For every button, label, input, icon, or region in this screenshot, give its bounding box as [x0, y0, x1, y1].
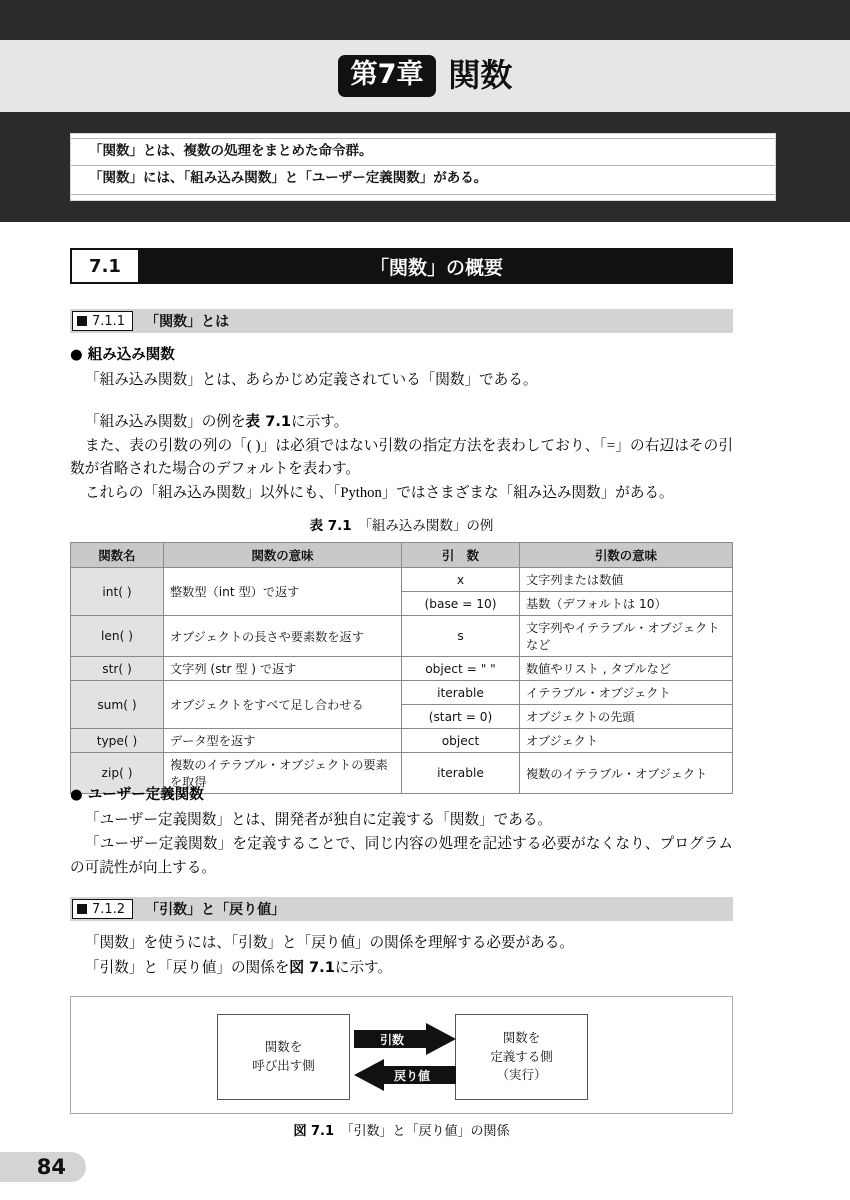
cell-argument-meaning: 文字列やイテラブル・オブジェクトなど: [520, 616, 733, 657]
table-head: [71, 543, 733, 568]
builtin-bullet-heading: ● 組み込み関数: [70, 347, 175, 363]
cell-argument-meaning: オブジェクト: [520, 729, 733, 753]
subsection-number: 7.1.1: [92, 313, 126, 329]
top-dark-band: [0, 0, 850, 40]
subsection-title: 「関数」とは: [145, 314, 230, 330]
userdef-function-block: [70, 784, 733, 880]
figure-node-caller: [217, 1014, 350, 1100]
builtin-functions-table: [70, 542, 733, 794]
table-row: [71, 657, 733, 681]
definition-line-1: 関数を: [502, 1030, 541, 1045]
subsection-title: 「引数」と「戻り値」: [145, 902, 286, 918]
cell-function-meaning: 複数のイテラブル・オブジェクトの要素を取得: [164, 753, 402, 794]
summary-line: 「関数」とは、複数の処理をまとめた命令群。: [71, 138, 775, 165]
cell-function-name: str( ): [71, 657, 164, 681]
arrow-arguments-label: 引数: [380, 1033, 405, 1047]
cell-argument: x: [402, 568, 520, 592]
caller-line-2: 呼び出す側: [252, 1059, 315, 1073]
table-caption-number: 表 7.1: [309, 518, 352, 534]
cell-function-meaning: オブジェクトの長さや要素数を返す: [164, 616, 402, 657]
subsection-number-box: [72, 899, 133, 919]
builtin-paragraph-2: [70, 410, 733, 435]
figure-node-definition: [455, 1014, 588, 1100]
builtin-paragraph-3: また、表の引数の列の「( )」は必須ではない引数の指定方法を表わしており、「=」の右辺はその引数が省略された場合のデフォルトを表わす。: [70, 437, 733, 478]
chapter-number-badge: 第7章: [338, 55, 437, 96]
summary-bottom-rule: [71, 194, 775, 195]
chapter-title-text: 関数: [448, 56, 513, 95]
p2-post: に示す。: [291, 414, 349, 430]
cell-argument: iterable: [402, 681, 520, 705]
table-row: [71, 616, 733, 657]
cell-function-name: type( ): [71, 729, 164, 753]
figure-caption: [70, 1120, 733, 1139]
cell-function-meaning: 整数型（int 型）で返す: [164, 568, 402, 616]
cell-function-meaning: 文字列 (str 型 ) で返す: [164, 657, 402, 681]
table-row: [71, 681, 733, 705]
chapter-summary-lines: [71, 134, 775, 195]
cell-function-meaning: データ型を返す: [164, 729, 402, 753]
figure-7-1: [70, 996, 733, 1114]
figure-caption-text: 「引数」と「戻り値」の関係: [340, 1123, 510, 1138]
cell-function-name: int( ): [71, 568, 164, 616]
userdef-paragraph-2: 「ユーザー定義関数」を定義することで、同じ内容の処理を記述する必要がなくなり、プログラムの可読性が向上する。: [70, 836, 733, 876]
subsection-header-711: [70, 309, 733, 333]
arrow-return-value-label: 戻り値: [394, 1069, 431, 1083]
cell-argument-meaning: オブジェクトの先頭: [520, 705, 733, 729]
arguments-return-block: [70, 932, 733, 980]
section-number: 7.1: [70, 248, 140, 284]
col-header-argument-meaning: 引数の意味: [520, 543, 733, 568]
arguments-paragraph-1: 「関数」を使うには、「引数」と「戻り値」の関係を理解する必要がある。: [85, 935, 574, 951]
table-caption-text: 「組み込み関数」の例: [358, 518, 494, 533]
subsection-header-712: [70, 897, 733, 921]
cell-function-name: zip( ): [71, 753, 164, 794]
cell-argument: object = " ": [402, 657, 520, 681]
subsection-number: 7.1.2: [92, 901, 126, 917]
p2-pre: 「組み込み関数」の例を: [85, 414, 246, 430]
cell-function-name: len( ): [71, 616, 164, 657]
fig-ref-pre: 「引数」と「戻り値」の関係を: [85, 959, 290, 976]
cell-argument: (start = 0): [402, 705, 520, 729]
cell-argument: iterable: [402, 753, 520, 794]
caller-line-1: 関数を: [264, 1040, 303, 1055]
summary-line: 「関数」には、「組み込み関数」と「ユーザー定義関数」がある。: [71, 165, 775, 192]
table-row: [71, 568, 733, 592]
arrow-return-value: [354, 1059, 456, 1091]
userdef-paragraph-1: 「ユーザー定義関数」とは、開発者が独自に定義する「関数」である。: [85, 812, 553, 829]
table-caption: [70, 514, 733, 534]
table-ref: 表 7.1: [245, 413, 292, 430]
col-header-argument: 引 数: [402, 543, 520, 568]
userdef-bullet-heading: ● ユーザー定義関数: [70, 787, 204, 803]
cell-argument: (base = 10): [402, 592, 520, 616]
col-header-function-meaning: 関数の意味: [164, 543, 402, 568]
cell-argument: object: [402, 729, 520, 753]
figure-caption-number: 図 7.1: [293, 1124, 335, 1139]
chapter-summary-box: [70, 133, 776, 201]
cell-argument-meaning: 文字列または数値: [520, 568, 733, 592]
section-title: 「関数」の概要: [140, 248, 733, 284]
fig-ref-post: に示す。: [334, 959, 393, 976]
arguments-paragraph-2: [70, 956, 733, 981]
cell-argument-meaning: 数値やリスト , タプルなど: [520, 657, 733, 681]
col-header-function-name: 関数名: [71, 543, 164, 568]
chapter-heading: [338, 55, 513, 96]
table-header-row: [71, 543, 733, 568]
arrow-right-icon: [354, 1023, 456, 1055]
figure-ref: 図 7.1: [289, 958, 335, 976]
definition-line-2: 定義する側: [490, 1049, 553, 1064]
section-header: [70, 248, 733, 284]
cell-argument-meaning: 基数（デフォルトは 10）: [520, 592, 733, 616]
filled-square-icon: [77, 316, 87, 326]
cell-argument-meaning: イテラブル・オブジェクト: [520, 681, 733, 705]
chapter-title-band: [0, 40, 850, 112]
table-body: [71, 568, 733, 794]
filled-square-icon: [77, 904, 87, 914]
definition-line-3: （実行）: [496, 1068, 547, 1083]
table-row: [71, 729, 733, 753]
page-number-badge: 84: [0, 1152, 86, 1182]
cell-argument: s: [402, 616, 520, 657]
subsection-number-box: [72, 311, 133, 331]
cell-argument-meaning: 複数のイテラブル・オブジェクト: [520, 753, 733, 794]
cell-function-name: sum( ): [71, 681, 164, 729]
builtin-table-intro-block: [70, 410, 733, 506]
cell-function-meaning: オブジェクトをすべて足し合わせる: [164, 681, 402, 729]
builtin-paragraph-4: これらの「組み込み関数」以外にも、「Python」ではさまざまな「組み込み関数」がある。: [85, 484, 674, 501]
builtin-paragraph-1: 「組み込み関数」とは、あらかじめ定義されている「関数」である。: [85, 372, 538, 389]
builtin-function-block: [70, 344, 733, 393]
arrow-arguments: [354, 1023, 456, 1055]
